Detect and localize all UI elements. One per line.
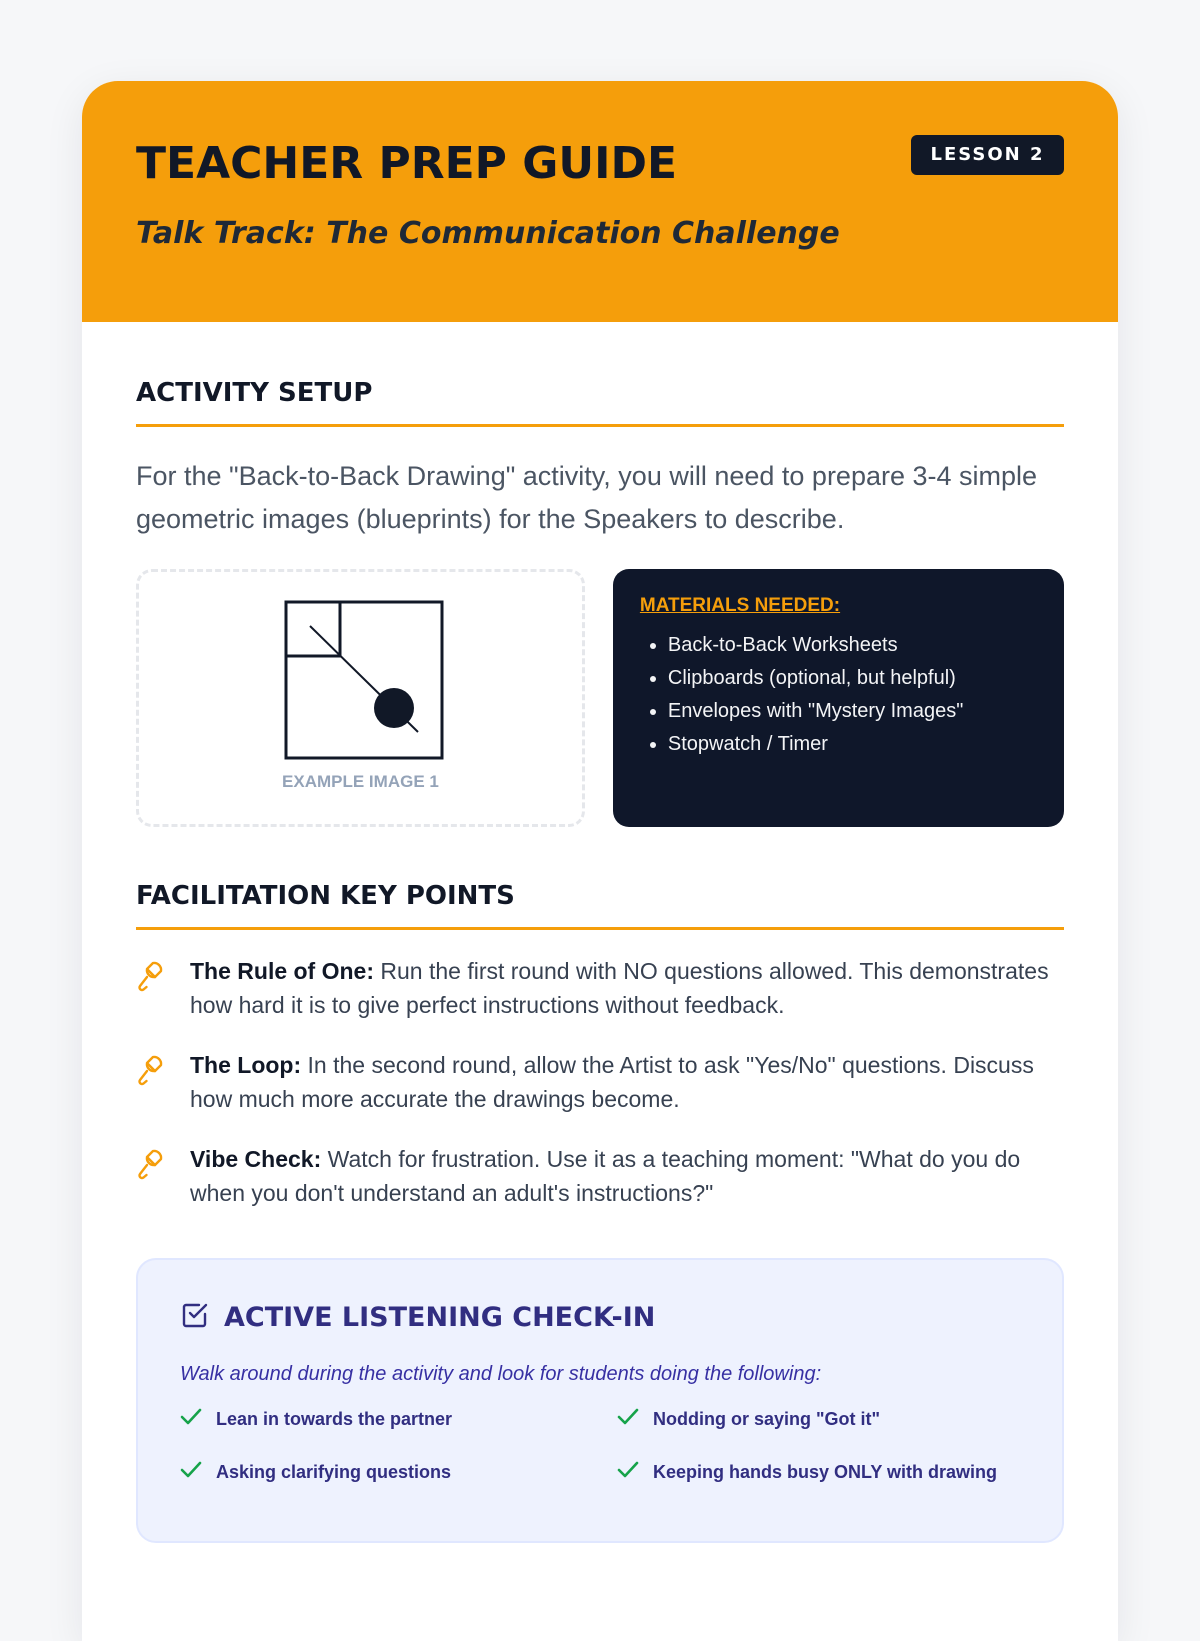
check-item-label: Keeping hands busy ONLY with drawing <box>653 1462 998 1482</box>
materials-panel <box>613 569 1064 827</box>
materials-item: • Clipboards (optional, but helpful) <box>668 662 1037 695</box>
materials-item: • Envelopes with "Mystery Images" <box>668 695 1037 728</box>
page-subtitle: Talk Track: The Communication Challenge <box>136 216 840 251</box>
list-item <box>136 954 1064 1022</box>
activity-setup-title: ACTIVITY SETUP <box>136 378 1064 427</box>
check-item-label: Asking clarifying questions <box>216 1462 452 1482</box>
active-listening-panel <box>136 1258 1064 1543</box>
check-icon <box>617 1408 639 1431</box>
checkbox-icon <box>180 1300 210 1335</box>
list-item <box>617 1461 1047 1484</box>
lesson-badge: LESSON 2 <box>911 135 1064 175</box>
list-item <box>617 1408 1047 1431</box>
list-item <box>136 1048 1064 1116</box>
example-image-label: EXAMPLE IMAGE 1 <box>282 772 439 791</box>
check-icon <box>617 1461 639 1484</box>
checkin-intro: Walk around during the activity and look for students doing the following: <box>180 1363 822 1385</box>
header <box>82 81 1118 322</box>
page-title: TEACHER PREP GUIDE <box>136 138 678 189</box>
checkin-title: ACTIVE LISTENING CHECK-IN <box>224 1302 656 1333</box>
materials-title: MATERIALS NEEDED: <box>639 595 841 616</box>
prep-guide-card <box>82 81 1118 1641</box>
point-text: Run the first round with NO questions allowed. This demonstrates how hard it is to give perfect instructions without feedback. <box>190 958 1049 1018</box>
facilitation-title: FACILITATION KEY POINTS <box>136 881 1064 930</box>
check-icon <box>180 1408 202 1431</box>
check-item-label: Lean in towards the partner <box>216 1409 453 1429</box>
list-item <box>180 1461 617 1484</box>
materials-list <box>640 629 1037 761</box>
point-label: Vibe Check: <box>190 1146 322 1172</box>
materials-item: • Stopwatch / Timer <box>668 728 1037 761</box>
materials-item: • Back-to-Back Worksheets <box>668 629 1037 662</box>
check-icon <box>180 1461 202 1484</box>
list-item <box>136 1142 1064 1210</box>
point-label: The Rule of One: <box>190 958 374 984</box>
setup-row <box>136 569 1064 827</box>
setup-intro: For the "Back-to-Back Drawing" activity, you will need to prepare 3-4 simple geometric images (blueprints) for the Speakers to describe. <box>136 461 1038 534</box>
point-text: In the second round, allow the Artist to ask "Yes/No" questions. Discuss how much more accurate the drawings become. <box>190 1052 1034 1112</box>
checkin-list <box>180 1408 1020 1484</box>
checkin-header <box>180 1300 1020 1335</box>
list-item <box>180 1408 617 1431</box>
microphone-icon <box>136 1142 190 1210</box>
microphone-icon <box>136 1048 190 1116</box>
example-image-box <box>136 569 585 827</box>
example-blueprint-image <box>284 600 444 760</box>
check-item-label: Nodding or saying "Got it" <box>653 1409 881 1429</box>
content <box>82 378 1118 1543</box>
point-text: Watch for frustration. Use it as a teaching moment: "What do you do when you don't understand an adult's instructions?" <box>190 1146 1021 1206</box>
facilitation-points <box>136 954 1064 1210</box>
point-label: The Loop: <box>190 1052 302 1078</box>
microphone-icon <box>136 954 190 1022</box>
